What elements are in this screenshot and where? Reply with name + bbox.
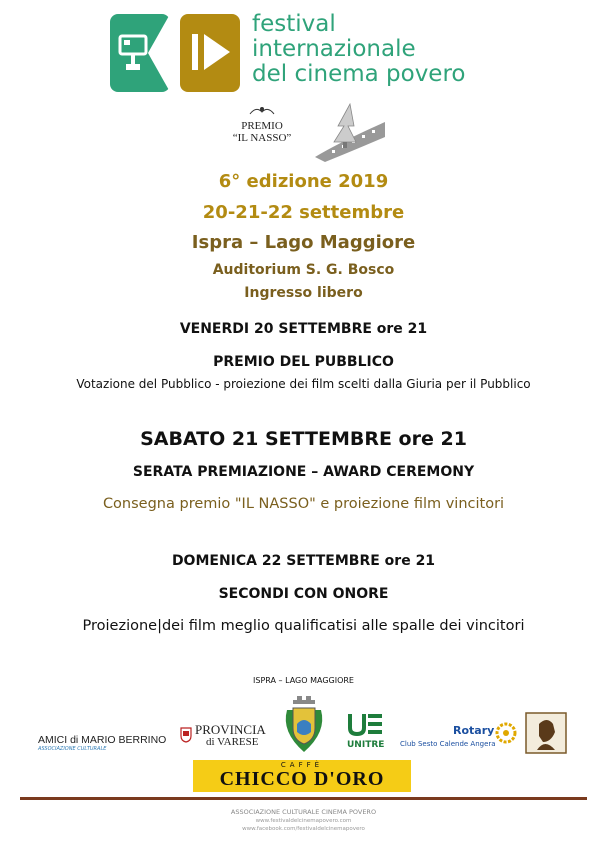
entry-text: Ingresso libero [244, 285, 363, 301]
amici-berrino-logo [38, 728, 166, 758]
venue-text: Auditorium S. G. Bosco [212, 262, 395, 278]
rotary-logo [398, 720, 518, 752]
chicco-text: CHICCO D'ORO [219, 768, 385, 790]
rotary-text: Rotary [453, 724, 495, 737]
rotary-wheel-icon [495, 722, 517, 744]
chicco-doro-logo [193, 760, 411, 792]
amici-main-text: AMICI di MARIO BERRINO [38, 734, 167, 746]
tree-filmstrip-icon [310, 102, 388, 162]
footer-divider [20, 797, 587, 800]
premio-line1: PREMIO [241, 120, 283, 132]
premio-nasso-label [222, 120, 302, 144]
play-logo-icon [180, 14, 240, 92]
premio-line2: “IL NASSO” [232, 132, 292, 144]
sponsor-location-label: ISPRA – LAGO MAGGIORE [253, 676, 354, 685]
footer-website-link[interactable]: www.festivaldelcinemapovero.com [255, 818, 352, 824]
sunday-title: SECONDI CON ONORE [218, 586, 389, 602]
unitre-logo [346, 712, 386, 754]
provincia-varese-logo [180, 720, 272, 750]
saturday-heading: SABATO 21 SETTEMBRE ore 21 [140, 428, 467, 450]
caffe-text: CAFFÈ [280, 761, 324, 769]
portrait-logo-icon [525, 712, 567, 754]
unitre-text: UNITRE [347, 740, 385, 750]
friday-heading: VENERDI 20 SETTEMBRE ore 21 [179, 321, 428, 337]
friday-description: Votazione del Pubblico - proiezione dei film scelti dalla Giuria per il Pubblico [76, 377, 531, 391]
rotary-club-text: Club Sesto Calende Angera [400, 740, 496, 748]
edition-text: 6° edizione 2019 [218, 171, 389, 192]
festival-title-line2: internazionale [252, 36, 416, 62]
municipal-crest-icon [279, 694, 329, 754]
festival-title [252, 12, 465, 87]
camera-logo-icon [110, 14, 170, 92]
amici-sub-text: ASSOCIAZIONE CULTURALE [38, 746, 107, 752]
shield-icon [180, 727, 192, 743]
footer-facebook-link[interactable]: www.facebook.com/festivaldelcinemapovero [242, 826, 365, 832]
saturday-title: SERATA PREMIAZIONE – AWARD CEREMONY [132, 464, 475, 480]
provincia-text: PROVINCIA [195, 722, 266, 737]
sunday-heading: DOMENICA 22 SETTEMBRE ore 21 [171, 553, 436, 569]
unitre-mark-icon [348, 712, 384, 738]
sunday-description: Proiezione|dei film meglio qualificatisi alle spalle dei vincitori [82, 618, 525, 634]
dates-text: 20-21-22 settembre [202, 202, 405, 223]
varese-text: di VARESE [206, 736, 259, 748]
friday-title: PREMIO DEL PUBBLICO [213, 354, 394, 370]
festival-title-line3: del cinema povero [252, 61, 466, 87]
saturday-description: Consegna premio "IL NASSO" e proiezione film vincitori [102, 496, 505, 512]
ornament-icon [248, 104, 276, 118]
festival-title-line1: festival [252, 11, 336, 37]
place-text: Ispra – Lago Maggiore [191, 232, 416, 253]
footer-association: ASSOCIAZIONE CULTURALE CINEMA POVERO [230, 808, 377, 816]
